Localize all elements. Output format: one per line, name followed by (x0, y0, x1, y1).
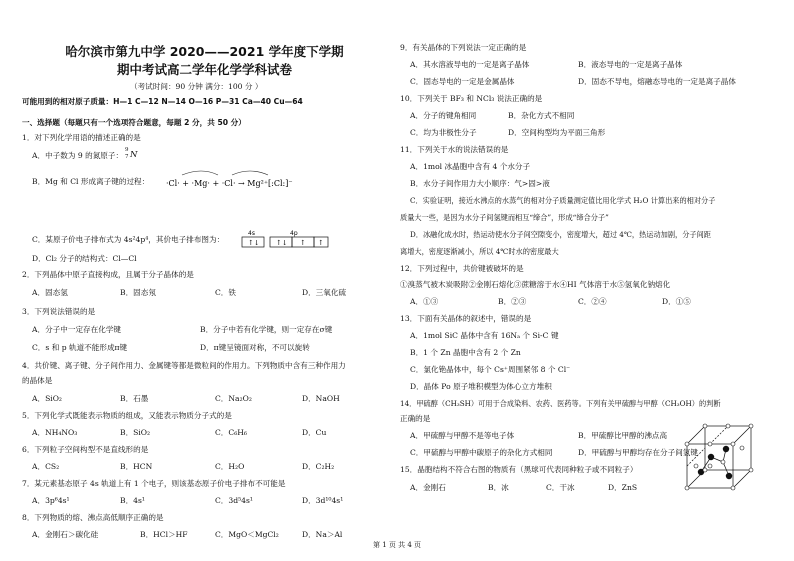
question-12-option-a: A．①③ (410, 297, 439, 306)
exam-info: （考试时间：90 分钟 满分：100 分 ） (130, 82, 263, 91)
question-8-stem: 8．下列物质的熔、沸点高低顺序正确的是 (22, 513, 164, 522)
question-1-option-a: A．中子数为 9 的氮原子： (32, 151, 124, 160)
question-4-option-b: B．石墨 (120, 394, 149, 403)
question-5-option-d: D．Cu (302, 428, 327, 437)
question-4-stem-cont: 的晶体是 (22, 376, 53, 385)
exam-title-line2: 期中考试高二学年化学学科试卷 (116, 62, 292, 77)
question-6-option-b: B．HCN (120, 462, 153, 471)
nitrogen-mass-number: 9 (125, 147, 129, 153)
question-10-option-d: D．空间构型均为平面三角形 (508, 128, 606, 137)
question-11-option-c: C．实验证明，接近水沸点的水蒸气的相对分子质量测定值比用化学式 H₂O 计算出来的相对分子 (410, 196, 716, 205)
question-3-option-a: A．分子中一定存在化学键 (32, 325, 122, 334)
orbital-label-4s: 4s (248, 230, 255, 237)
question-7-stem: 7．某元素基态原子 4s 轨道上有 1 个电子，则该基态原子价电子排布不可能是 (22, 479, 286, 488)
question-9-option-a: A．其水溶液导电的一定是离子晶体 (410, 60, 530, 69)
question-8-option-d: D．Na＞Al (302, 530, 343, 539)
orbital-arrow-4p-3: ↑ (318, 239, 324, 247)
question-2-option-d: D．三氧化硫 (302, 288, 347, 297)
lewis-structure-diagram (162, 170, 322, 196)
question-11-option-c-cont: 质量大一些，是因为水分子间氢键而相互“缔合”，形成“缔合分子” (400, 213, 609, 222)
crystal-cell-diagram (681, 422, 761, 496)
question-1-option-d: D．Cl₂ 分子的结构式：Cl—Cl (32, 254, 137, 263)
question-6-option-c: C．H₂O (215, 462, 245, 471)
question-12-stem: 12．下列过程中，共价键被破坏的是 (400, 264, 524, 273)
question-10-option-a: A．分子的键角相同 (410, 111, 477, 120)
question-4-option-a: A．SiO₂ (32, 394, 62, 403)
question-4-option-d: D．NaOH (302, 394, 340, 403)
orbital-arrows-4p-1: ↑↓ (276, 239, 288, 247)
page-footer: 第 1 页 共 4 页 (372, 541, 422, 549)
orbital-diagram (232, 229, 332, 251)
exam-title-line1: 哈尔滨市第九中学 2020——2021 学年度下学期 (65, 44, 344, 59)
question-3-option-b: B．分子中若有化学键，则一定存在σ键 (200, 325, 333, 334)
question-5-stem: 5．下列化学式既能表示物质的组成，又能表示物质分子式的是 (22, 411, 232, 420)
question-7-option-a: A．3p⁶4s¹ (32, 496, 70, 505)
question-8-option-a: A．金刚石＞碳化硅 (32, 530, 99, 539)
nitrogen-atomic-number: 7 (125, 154, 129, 160)
question-8-option-b: B．HCl＞HF (140, 530, 188, 539)
question-12-option-b: B．②③ (498, 297, 527, 306)
question-2-option-b: B．固态氖 (120, 288, 156, 297)
question-11-option-d-cont: 离增大，密度逐渐减小，所以 4℃时水的密度最大 (400, 247, 559, 256)
question-11-option-b: B．水分子间作用力大小顺序：气>固>液 (410, 179, 550, 188)
question-15-option-d: D．ZnS (608, 483, 638, 492)
question-5-option-a: A．NH₄NO₃ (32, 428, 78, 437)
question-15-option-b: B．冰 (488, 483, 509, 492)
question-14-option-b: B．甲硫醇比甲醇的沸点高 (578, 431, 668, 440)
question-2-option-a: A．固态氢 (32, 288, 68, 297)
question-15-stem: 15．晶胞结构不符合右图的物质有（黑球可代表同种粒子或不同粒子） (400, 465, 638, 474)
question-6-option-a: A．CS₂ (32, 462, 60, 471)
question-6-stem: 6．下列粒子空间构型不是直线形的是 (22, 445, 149, 454)
question-10-option-b: B．杂化方式不相同 (508, 111, 575, 120)
question-15-option-a: A．金刚石 (410, 483, 446, 492)
question-12-option-c: C．②④ (578, 297, 607, 306)
question-14-option-a: A．甲硫醇与甲醇不是等电子体 (410, 431, 515, 440)
question-11-option-d: D．冰融化成水时，热运动使水分子间空隙变小，密度增大，超过 4℃，热运动加剧，分子间距 (410, 230, 711, 239)
question-1-option-b: B．Mg 和 Cl 形成离子键的过程： (32, 177, 150, 186)
question-5-option-c: C．C₆H₆ (215, 428, 247, 437)
question-7-option-b: B．4s¹ (120, 496, 145, 505)
question-14-stem-cont: 正确的是 (400, 414, 431, 423)
question-9-option-c: C．固态导电的一定是金属晶体 (410, 77, 515, 86)
question-12-option-d: D．①⑤ (662, 297, 691, 306)
question-12-items: ①溴蒸气被木炭吸附②金刚石熔化③蔗糖溶于水④HI 气体溶于水⑤氢氧化钠熔化 (400, 280, 671, 289)
question-15-option-c: C．干冰 (546, 483, 575, 492)
orbital-arrows-4s: ↑↓ (248, 239, 260, 247)
question-11-stem: 11．下列关于水的说法错误的是 (400, 145, 509, 154)
nitrogen-symbol: N (130, 150, 138, 160)
question-2-option-c: C．铁 (215, 288, 236, 297)
question-9-option-b: B．液态导电的一定是离子晶体 (578, 60, 683, 69)
question-11-option-a: A．1mol 冰晶胞中含有 4 个水分子 (410, 162, 531, 171)
question-5-option-b: B．SiO₂ (120, 428, 151, 437)
question-13-option-c: C．氯化铯晶体中，每个 Cs⁺周围紧邻 8 个 Cl⁻ (410, 365, 571, 374)
section-heading: 一、选择题（每题只有一个选项符合题意，每题 2 分，共 50 分） (22, 118, 246, 127)
question-14-stem: 14．甲硫醇（CH₃SH）可用于合成染料、农药、医药等。下列有关甲硫醇与甲醇（CH₃OH）的判断 (400, 399, 721, 408)
question-1-option-c: C．某原子价电子排布式为 4s²4p⁴，其价电子排布图为： (32, 235, 225, 244)
question-14-option-d: D．甲硫醇与甲醇均存在分子间氢键 (578, 448, 698, 457)
question-4-option-c: C．Na₂O₂ (215, 394, 252, 403)
question-6-option-d: D．C₂H₂ (302, 462, 335, 471)
question-9-option-d: D．固态不导电，熔融态导电的一定是离子晶体 (578, 77, 736, 86)
question-3-stem: 3．下列说法错误的是 (22, 307, 96, 316)
question-9-stem: 9．有关晶体的下列说法一定正确的是 (400, 43, 527, 52)
lewis-text: ·Cl· + ·Mg· + ·Cl· → Mg²⁺[:Cl:]⁻ (166, 179, 293, 188)
question-13-option-d: D．晶体 Po 原子堆积模型为体心立方堆积 (410, 382, 552, 391)
electron-arrow-2 (232, 171, 268, 175)
question-14-option-c: C．甲硫醇与甲醇中碳原子的杂化方式相同 (410, 448, 553, 457)
question-10-option-c: C．均为非极性分子 (410, 128, 477, 137)
orbital-label-4p: 4p (290, 230, 298, 237)
question-4-stem: 4．共价键、离子键、分子间作用力、金属键等都是微粒间的作用力。下列物质中含有三种作用力 (22, 361, 346, 370)
question-13-option-b: B．1 个 Zn 晶胞中含有 2 个 Zn (410, 348, 521, 357)
question-13-stem: 13．下面有关晶体的叙述中，错误的是 (400, 314, 532, 323)
question-3-option-d: D．π键呈镜面对称，不可以旋转 (200, 343, 310, 352)
atomic-masses: 可能用到的相对原子质量：H—1 C—12 N—14 O—16 P—31 Ca—40 Cu—64 (22, 97, 303, 106)
question-2-stem: 2．下列晶体中原子直接构成，且属于分子晶体的是 (22, 270, 194, 279)
question-13-option-a: A．1mol SiC 晶体中含有 16Nₐ 个 Si-C 键 (410, 331, 559, 340)
orbital-arrow-4p-2: ↑ (300, 239, 306, 247)
question-1-stem: 1．对下列化学用语的描述正确的是 (22, 133, 141, 142)
question-8-option-c: C．MgO＜MgCl₂ (215, 530, 279, 539)
question-7-option-c: C．3d⁵4s¹ (215, 496, 253, 505)
question-3-option-c: C．s 和 p 轨道不能形成π键 (32, 343, 128, 352)
electron-arrow-1 (182, 171, 218, 175)
question-10-stem: 10．下列关于 BF₃ 和 NCl₃ 说法正确的是 (400, 94, 543, 103)
question-7-option-d: D．3d¹⁰4s¹ (302, 496, 344, 505)
